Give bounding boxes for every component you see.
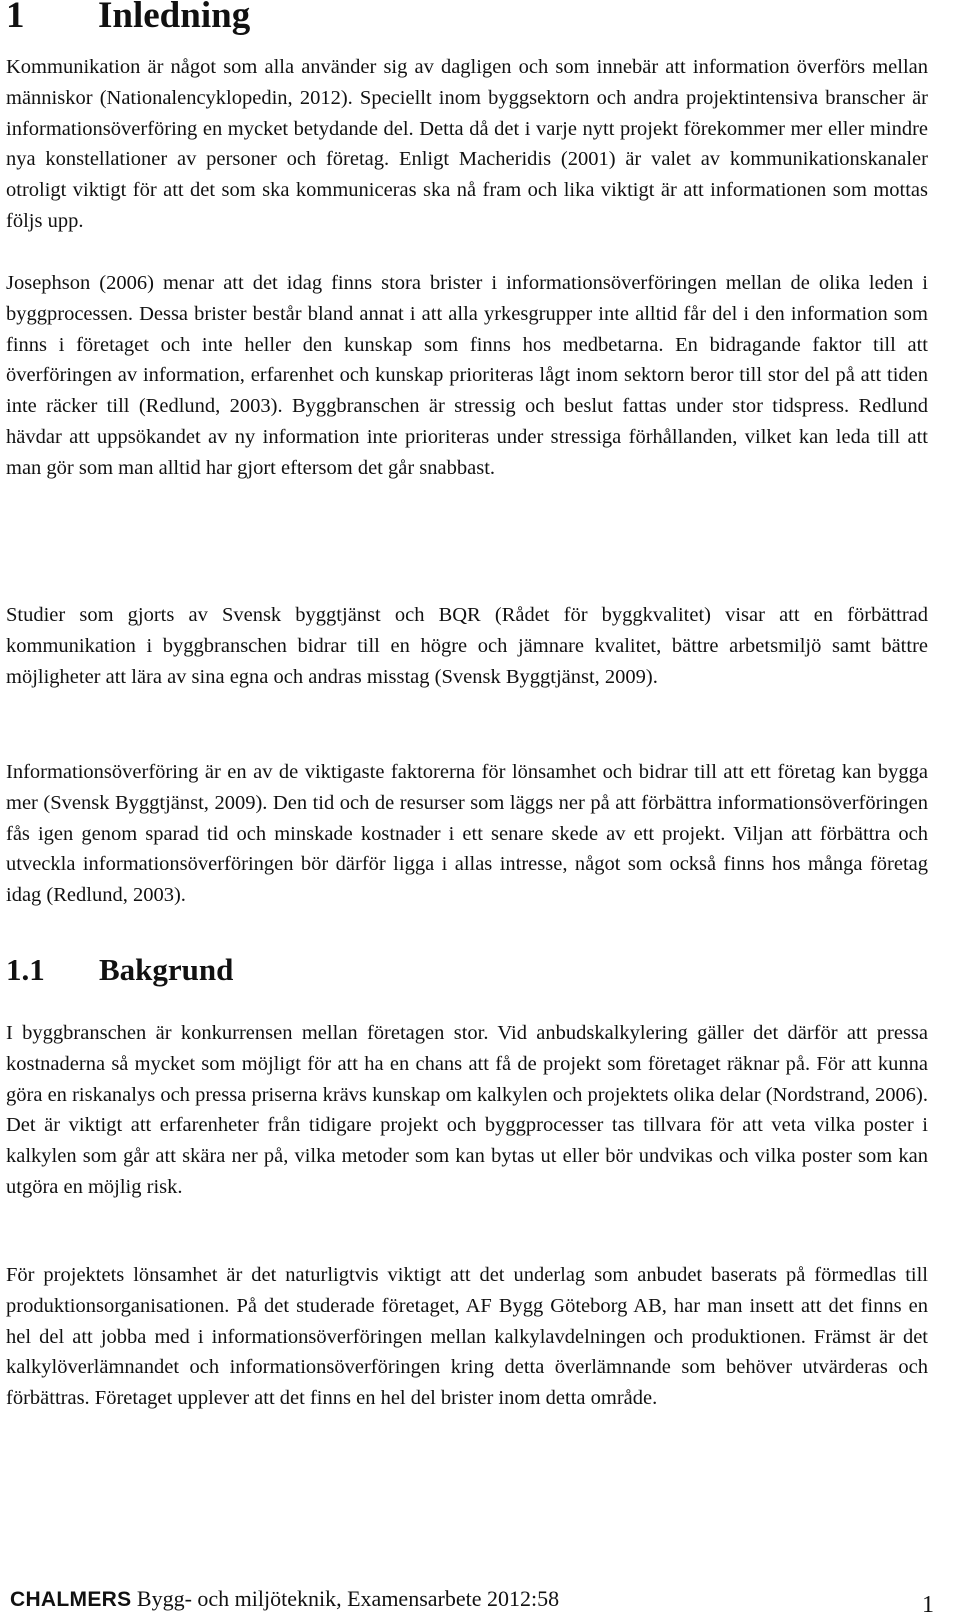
paragraph-josephson: Josephson (2006) menar att det idag finns stora brister i informationsöverföringen mellan de olika leden i byggprocessen. Dessa brister består bland annat i att alla yrkesgrupper inte alltid får del i den information som finns i företaget och inte heller den kunskap som finns hos medbetarna. En bidragande faktor till att överföringen av information, erfarenhet och kunskap prioriteras lågt inom sektorn beror till stor del på att tiden inte räcker till (Redlund, 2003). Byggbranschen är stressig och beslut fattas under stor tidspress. Redlund hävdar att uppsökandet av ny information inte prioriteras under stressiga förhållanden, vilket kan leda till att man gör som man alltid har gjort eftersom det går snabbast. <box>6 272 928 479</box>
page-footer <box>10 1586 934 1618</box>
chapter-number: 1 <box>6 0 25 36</box>
section-number: 1.1 <box>6 952 45 987</box>
footer-brand: CHALMERS <box>10 1588 132 1611</box>
footer-text: Bygg- och miljöteknik, Examensarbete 2012:58 <box>136 1586 560 1611</box>
chapter-heading <box>6 0 250 37</box>
paragraph-information-transfer: Informationsöverföring är en av de viktigaste faktorerna för lönsamhet och bidrar till att ett företag kan bygga mer (Svensk Byggtjänst, 2009). Den tid och de resurser som läggs ner på att förbättra informationsöverföringen fås igen genom sparad tid och minskade kostnader i ett senare skede av ett projekt. Viljan att förbättra och utveckla informationsöverföringen bör därför ligga i allas intresse, något som också finns hos många företag idag (Redlund, 2003). <box>6 761 928 907</box>
paragraph-intro: Kommunikation är något som alla använder sig av dagligen och som innebär att information överförs mellan människor (Nationalencyklopedin, 2012). Speciellt inom byggsektorn och andra projektintensiva branscher är informationsöverföring en mycket betydande del. Detta då det i varje nytt projekt förekommer mer eller mindre nya konstellationer av personer och företag. Enligt Macheridis (2001) är valet av kommunikationskanaler otroligt viktigt för att det som ska kommuniceras ska nå fram och lika viktigt är att informationen som mottas följs upp. <box>6 56 928 232</box>
page-number: 1 <box>922 1592 934 1618</box>
chapter-title: Inledning <box>98 0 251 36</box>
paragraph-profitability: För projektets lönsamhet är det naturligtvis viktigt att det underlag som anbudet baserats på förmedlas till produktionsorganisationen. På det studerade företaget, AF Bygg Göteborg AB, har man insett att det finns en hel del att jobba med i informationsöverföringen mellan kalkylavdelningen och produktionen. Främst är det kalkylöverlämnandet och informationsöverföringen kring detta överlämnande som behöver utvärderas och förbättras. Företaget upplever att det finns en hel del brister inom detta område. <box>6 1264 928 1410</box>
paragraph-studies: Studier som gjorts av Svensk byggtjänst och BQR (Rådet för byggkvalitet) visar att en förbättrad kommunikation i byggbranschen bidrar till en högre och jämnare kvalitet, bättre arbetsmiljö samt bättre möjligheter att lära av sina egna och andras misstag (Svensk Byggtjänst, 2009). <box>6 604 928 688</box>
section-title: Bakgrund <box>99 952 234 987</box>
section-heading <box>6 952 233 988</box>
paragraph-competition: I byggbranschen är konkurrensen mellan företagen stor. Vid anbudskalkylering gäller det därför att pressa kostnaderna så mycket som möjligt för att ha en chans att få de projekt som företaget räknar på. För att kunna göra en riskanalys och pressa priserna krävs kunskap om kalkylen och projektets olika delar (Nordstrand, 2006). Det är viktigt att erfarenheter från tidigare projekt och byggprocesser tas tillvara för att veta vilka poster i kalkylen som går att skära ner på, vilka metoder som kan bytas ut eller bör undvikas och vilka poster som kan utgöra en möjlig risk. <box>6 1022 928 1198</box>
